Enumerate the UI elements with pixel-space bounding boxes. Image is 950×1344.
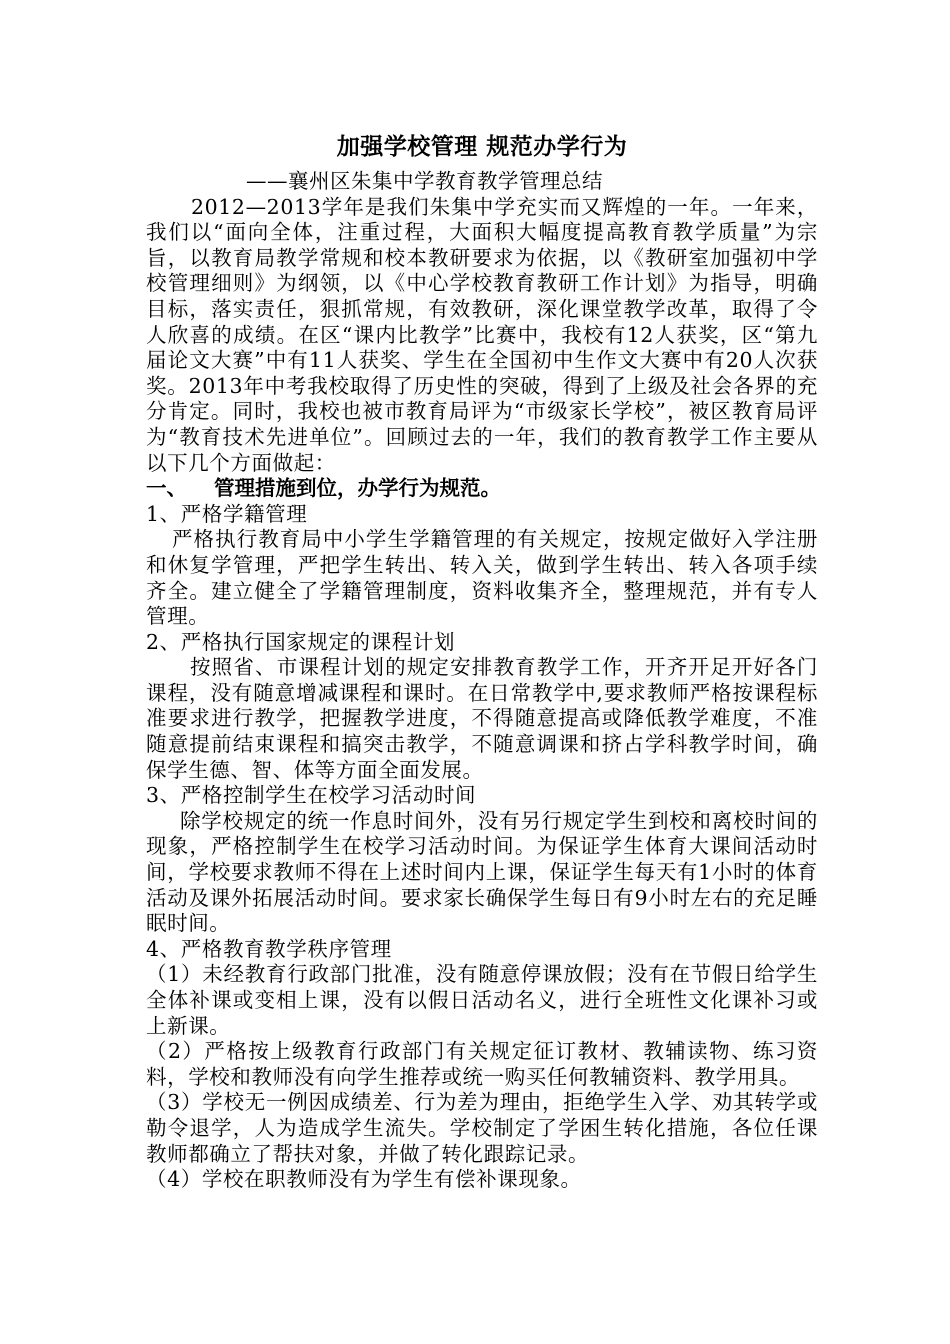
subsection-paragraph: 严格执行教育局中小学生学籍管理的有关规定，按规定做好入学注册和休复学管理，严把学生转出、转入关，做到学生转出、转入各项手续齐全。建立健全了学籍管理制度，资料收集齐全，整理规范，并有专人管理。: [146, 527, 818, 629]
subsection-heading: 2、严格执行国家规定的课程计划: [146, 629, 456, 654]
list-item: （3）学校无一例因成绩差、行为差为理由，拒绝学生入学、劝其转学或勒令退学，人为造成学生流失。学校制定了学困生转化措施，各位任课教师都确立了帮扶对象，并做了转化跟踪记录。: [146, 1090, 818, 1166]
document-title: 加强学校管理 规范办学行为: [336, 133, 628, 160]
subsection-heading: 1、严格学籍管理: [146, 501, 308, 526]
document-body: [146, 132, 818, 1193]
list-item: （2）严格按上级教育行政部门有关规定征订教材、教辅读物、练习资料，学校和教师没有向学生推荐或统一购买任何教辅资料、教学用具。: [146, 1039, 818, 1089]
section-heading: [146, 476, 818, 502]
subsection-heading: 4、严格教育教学秩序管理: [146, 936, 392, 961]
subsection-heading: 3、严格控制学生在校学习活动时间: [146, 783, 477, 808]
subsection-paragraph: 按照省、市课程计划的规定安排教育教学工作，开齐开足开好各门课程，没有随意增减课程和课时。在日常教学中,要求教师严格按课程标准要求进行教学，把握教学进度，不得随意提高或降低教学难度，不准随意提前结束课程和搞突击教学，不随意调课和挤占学科教学时间，确保学生德、智、体等方面全面发展。: [146, 655, 818, 782]
document-subtitle: ——襄州区朱集中学教育教学管理总结: [246, 169, 603, 193]
list-item: （4）学校在职教师没有为学生有偿补课现象。: [146, 1167, 582, 1192]
section-title-text: 管理措施到位，办学行为规范。: [214, 476, 501, 501]
subsection-paragraph: 除学校规定的统一作息时间外，没有另行规定学生到校和离校时间的现象，严格控制学生在校学习活动时间。为保证学生体育大课间活动时间，学校要求教师不得在上述时间内上课，保证学生每天有1小时的体育活动及课外拓展活动时间。要求家长确保学生每日有9小时左右的充足睡眠时间。: [146, 808, 818, 936]
intro-paragraph: 2012—2013学年是我们朱集中学充实而又辉煌的一年。一年来，我们以“面向全体，注重过程，大面积大幅度提高教育教学质量”为宗旨，以教育局教学常规和校本教研要求为依据，以《教研室加强初中学校管理细则》为纲领，以《中心学校教育教研工作计划》为指导，明确目标，落实责任，狠抓常规，有效教研，深化课堂教学改革，取得了令人欣喜的成绩。在区“课内比教学”比赛中，我校有12人获奖，区“第九届论文大赛”中有11人获奖、学生在全国初中生作文大赛中有20人次获奖。2013年中考我校取得了历史性的突破，得到了上级及社会各界的充分肯定。同时，我校也被市教育局评为“市级家长学校”，被区教育局评为“教育技术先进单位”。回顾过去的一年，我们的教育教学工作主要从以下几个方面做起：: [146, 194, 818, 475]
section-number: 一、: [146, 476, 187, 501]
list-item: （1）未经教育行政部门批准，没有随意停课放假；没有在节假日给学生全体补课或变相上课，没有以假日活动名义，进行全班性文化课补习或上新课。: [146, 962, 818, 1038]
